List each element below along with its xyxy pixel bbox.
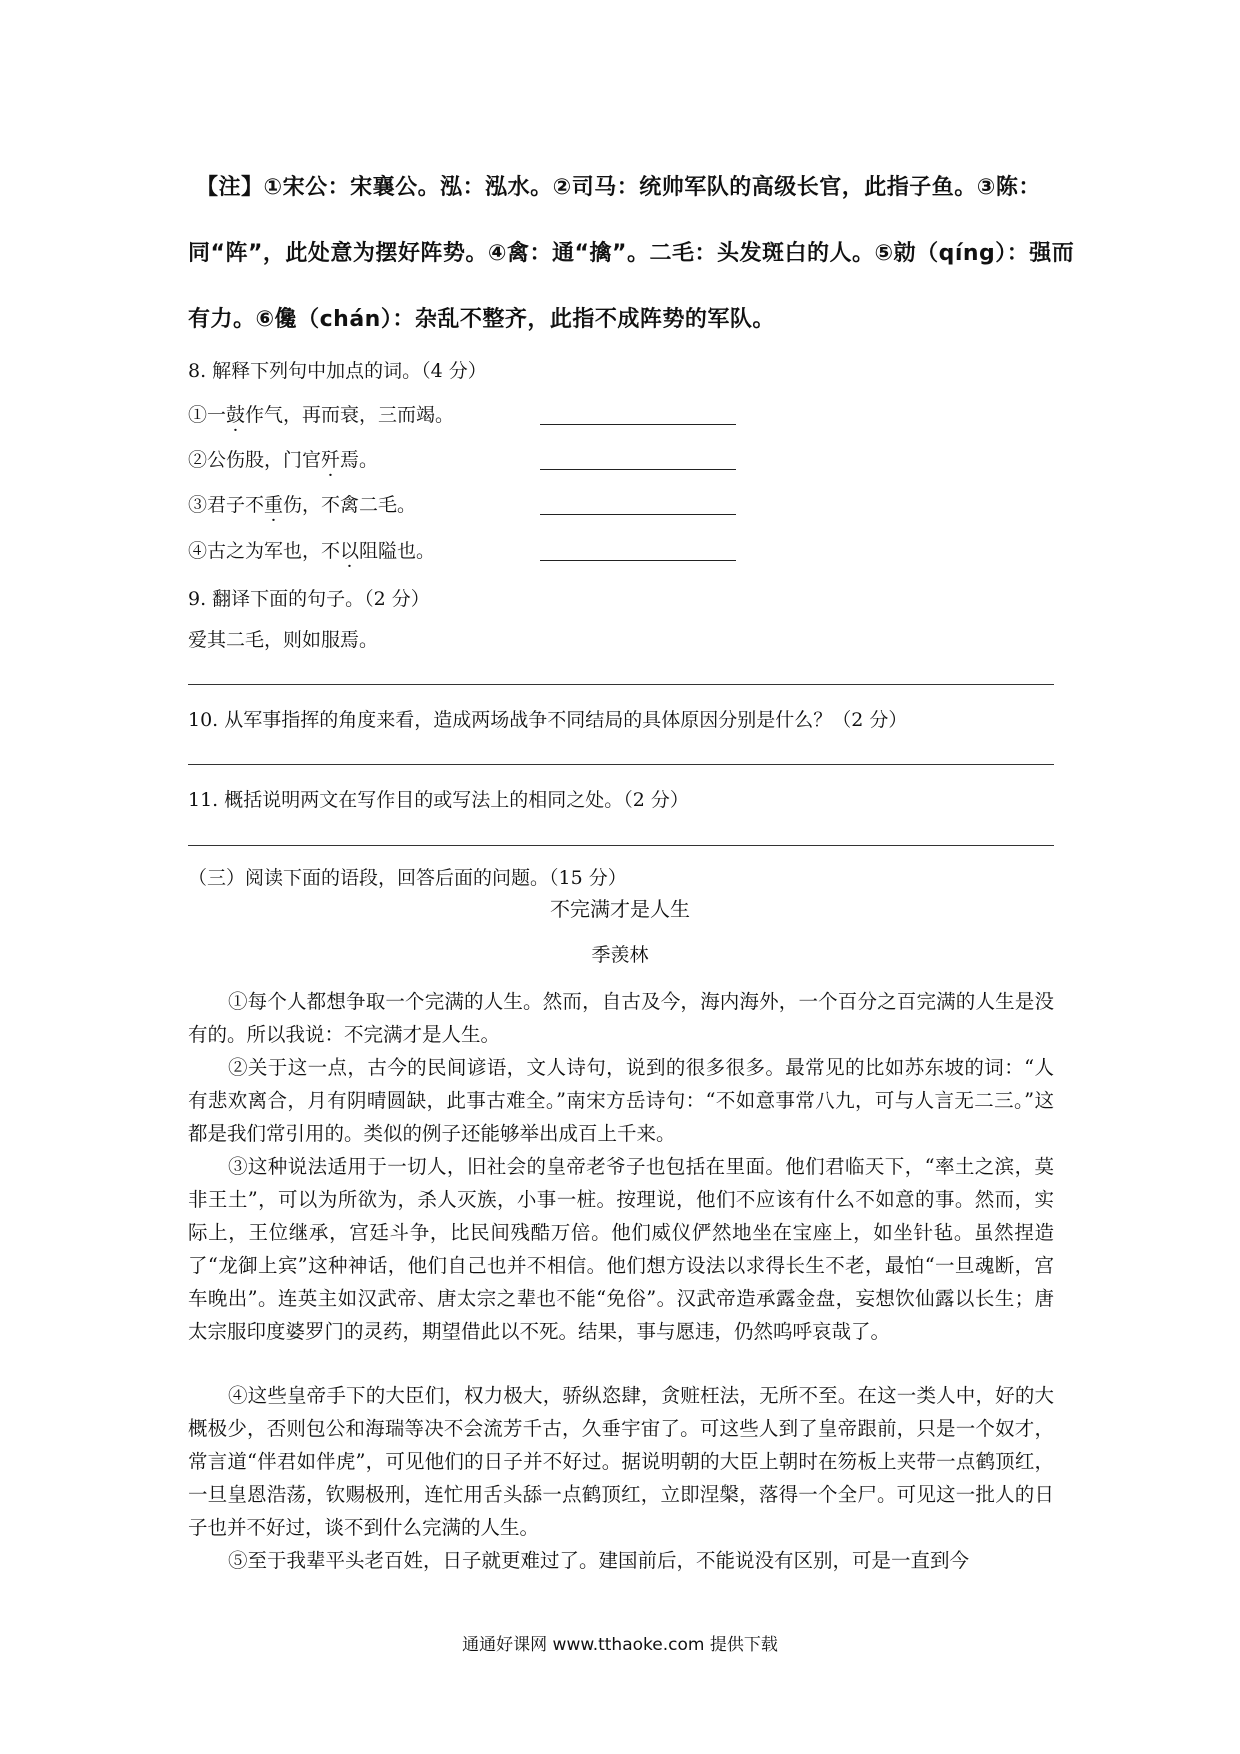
question-8-label: 8. 解释下列句中加点的词。（4 分） [188,360,487,382]
article-author: 季羡林 [591,944,649,966]
answer-line-11[interactable] [188,845,1054,846]
annotation-line-3: 有力。⑥儳（chán）：杂乱不整齐，此指不成阵势的军队。 [188,307,775,332]
section-3-header: （三）阅读下面的语段，回答后面的问题。（15 分） [188,867,627,889]
article-paragraph-1: ①每个人都想争取一个完满的人生。然而，自古及今，海内海外，一个百分之百完满的人生是没有的。所以我说：不完满才是人生。 [188,990,1054,1046]
dotted-word: 重 [264,494,284,516]
answer-blank-1[interactable] [540,424,736,425]
question-9-label: 9. 翻译下面的句子。（2 分） [188,588,430,610]
article-paragraph-3: ③这种说法适用于一切人，旧社会的皇帝老爷子也包括在里面。他们君临天下，“率土之滨，莫非王土”，可以为所欲为，杀人灭族，小事一桩。按理说，他们不应该有什么不如意的事。然而，实际上，王位继承，宫廷斗争，比民间残酷万倍。他们威仪俨然地坐在宝座上，如坐针毡。虽然捏造了“龙御上宾”这种神话，他们自己也并不相信。他们想方设法以求得长生不老，最怕“一旦魂断，宫车晚出”。连英主如汉武帝、唐太宗之辈也不能“免俗”。汉武帝造承露金盘，妄想饮仙露以长生；唐太宗服印度婆罗门的灵药，期望借此以不死。结果，事与愿违，仍然呜呼哀哉了。 [188,1155,1054,1343]
annotation-line-2: 同“阵”，此处意为摆好阵势。④禽：通“擒”。二毛：头发斑白的人。⑤勍（qíng）：强而 [188,241,1075,266]
question-8-item-2 [188,445,378,472]
item-text: ④古之为军也，不 [188,540,341,562]
item-text: 焉。 [340,449,379,471]
item-text: ③君子不 [188,494,265,516]
dotted-word: 以 [340,540,360,562]
dotted-word: 歼 [321,449,341,471]
question-8-item-4 [188,536,435,563]
answer-blank-4[interactable] [540,560,736,561]
item-text: 伤，不禽二毛。 [283,494,417,516]
question-11-label: 11. 概括说明两文在写作目的或写法上的相同之处。（2 分） [188,789,689,811]
item-text: 阻隘也。 [359,540,436,562]
item-text: ①一 [188,404,227,426]
article-paragraph-5: ⑤至于我辈平头老百姓，日子就更难过了。建国前后，不能说没有区别，可是一直到今 [228,1549,970,1572]
answer-blank-2[interactable] [540,469,736,470]
item-text: 作气，再而衰，三而竭。 [245,404,455,426]
article-paragraph-2: ②关于这一点，古今的民间谚语，文人诗句，说到的很多很多。最常见的比如苏东坡的词：“人有悲欢离合，月有阴晴圆缺，此事古难全。”南宋方岳诗句：“不如意事常八九，可与人言无二三。”这都是我们常引用的。类似的例子还能够举出成百上千来。 [188,1056,1054,1145]
item-text: ②公伤股，门官 [188,449,322,471]
article-paragraph-4: ④这些皇帝手下的大臣们，权力极大，骄纵恣肆，贪赃枉法，无所不至。在这一类人中，好的大概极少，否则包公和海瑞等决不会流芳千古，久垂宇宙了。可这些人到了皇帝跟前，只是一个奴才，常言道“伴君如伴虎”，可见他们的日子并不好过。据说明朝的大臣上朝时在笏板上夹带一点鹤顶红，一旦皇恩浩荡，钦赐极刑，连忙用舌头舔一点鹤顶红，立即涅槃，落得一个全尸。可见这一批人的日子也并不好过，谈不到什么完满的人生。 [188,1384,1054,1539]
answer-line-10[interactable] [188,764,1054,765]
answer-blank-3[interactable] [540,514,736,515]
question-8-item-1 [188,400,454,427]
answer-line-9[interactable] [188,684,1054,685]
question-10-label: 10. 从军事指挥的角度来看，造成两场战争不同结局的具体原因分别是什么？（2 分） [188,709,908,731]
article-title: 不完满才是人生 [550,897,690,921]
page-footer: 通通好课网 www.tthaoke.com 提供下载 [462,1635,778,1655]
dotted-word: 鼓 [226,404,246,426]
annotation-line-1: 【注】①宋公：宋襄公。泓：泓水。②司马：统帅军队的高级长官，此指子鱼。③陈： [196,175,1041,200]
question-9-sentence: 爱其二毛，则如服焉。 [188,629,379,651]
question-8-item-3 [188,490,416,517]
